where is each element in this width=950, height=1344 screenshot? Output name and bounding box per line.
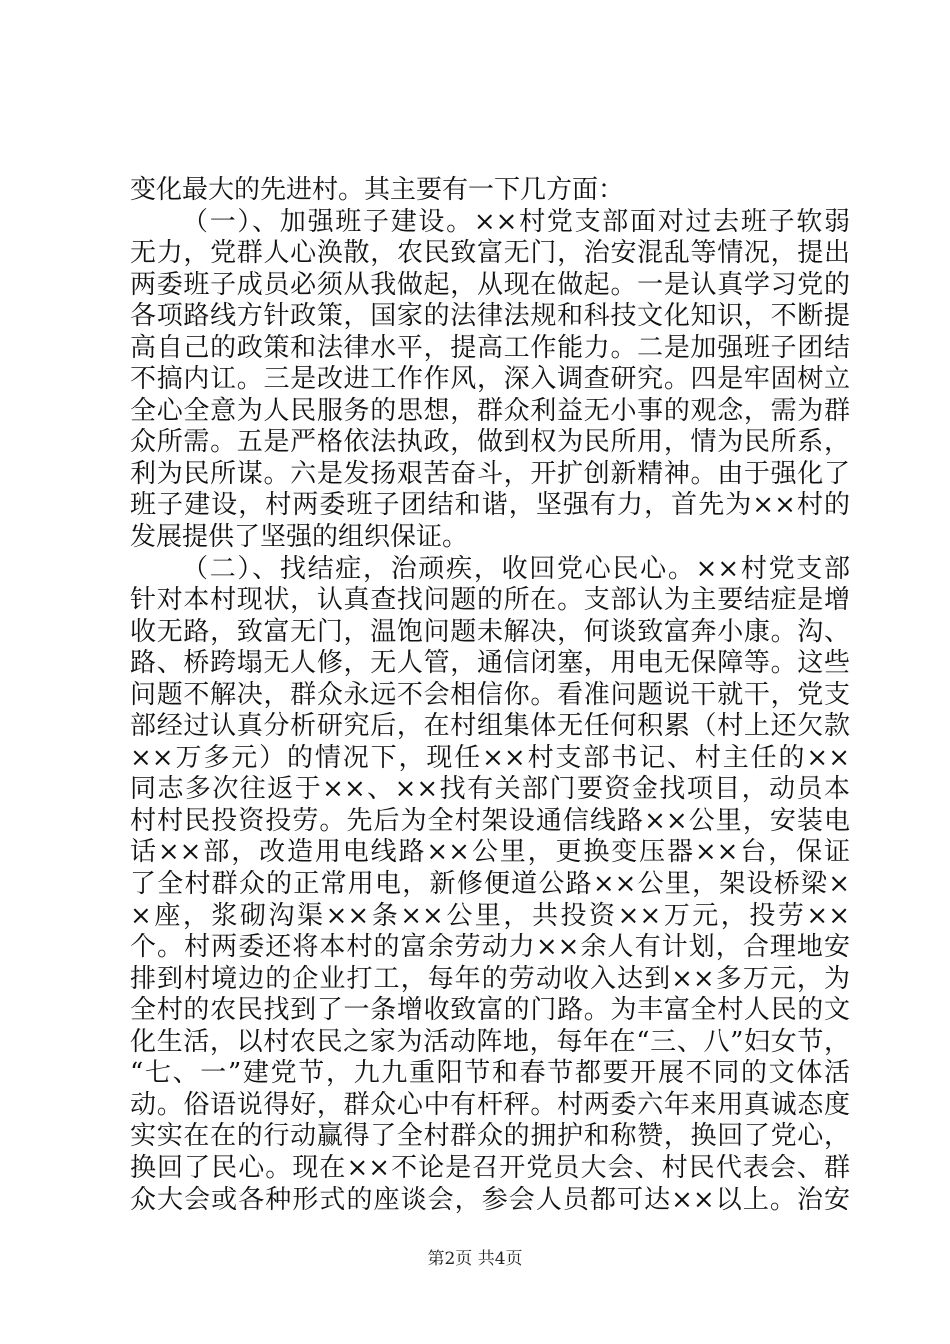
text-line: 不搞内讧。三是改进工作作风，深入调查研究。四是牢固树立 [130, 364, 850, 395]
text-line: 全村的农民找到了一条增收致富的门路。为丰富全村人民的文 [130, 995, 850, 1026]
text-line: 化生活，以村农民之家为活动阵地，每年在“三、八”妇女节， [130, 1026, 850, 1057]
text-line: 排到村境边的企业打工，每年的劳动收入达到××多万元，为 [130, 963, 850, 994]
text-line: 高自己的政策和法律水平，提高工作能力。二是加强班子团结 [130, 332, 850, 363]
text-line: （二）、找结症，治顽疾，收回党心民心。××村党支部 [182, 553, 850, 584]
text-line: 班子建设，村两委班子团结和谐，坚强有力，首先为××村的 [130, 490, 850, 521]
text-line: 收无路，致富无门，温饱问题未解决，何谈致富奔小康。沟、 [130, 616, 850, 647]
text-line: 个。村两委还将本村的富余劳动力××余人有计划，合理地安 [130, 932, 850, 963]
text-line: 两委班子成员必须从我做起，从现在做起。一是认真学习党的 [130, 269, 850, 300]
text-line: 村村民投资投劳。先后为全村架设通信线路××公里，安装电 [130, 805, 850, 836]
text-line: 实实在在的行动赢得了全村群众的拥护和称赞，换回了党心， [130, 1121, 850, 1152]
body-text [130, 175, 850, 1216]
text-line: 众大会或各种形式的座谈会，参会人员都可达××以上。治安 [130, 1184, 850, 1215]
text-line: 无力，党群人心涣散，农民致富无门，治安混乱等情况，提出 [130, 238, 850, 269]
text-line: 同志多次往返于××、××找有关部门要资金找项目，动员本 [130, 774, 850, 805]
text-line: 众所需。五是严格依法执政，做到权为民所用，情为民所系， [130, 427, 850, 458]
text-line: 全心全意为人民服务的思想，群众利益无小事的观念，需为群 [130, 395, 850, 426]
text-line: 利为民所谋。六是发扬艰苦奋斗，开扩创新精神。由于强化了 [130, 458, 850, 489]
text-line: 问题不解决，群众永远不会相信你。看准问题说干就干，党支 [130, 679, 850, 710]
text-line: 了全村群众的正常用电，新修便道公路××公里，架设桥梁× [130, 869, 850, 900]
page-footer: 第2页 共4页 [427, 1249, 523, 1269]
text-line: ××万多元）的情况下，现任××村支部书记、村主任的×× [130, 742, 850, 773]
text-line: 部经过认真分析研究后，在村组集体无任何积累（村上还欠款 [130, 711, 850, 742]
text-line: （一）、加强班子建设。××村党支部面对过去班子软弱 [182, 206, 850, 237]
text-line: 各项路线方针政策，国家的法律法规和科技文化知识，不断提 [130, 301, 850, 332]
text-line: 路、桥跨塌无人修，无人管，通信闭塞，用电无保障等。这些 [130, 648, 850, 679]
text-line: 动。俗语说得好，群众心中有杆秤。村两委六年来用真诚态度 [130, 1089, 850, 1120]
text-line: 变化最大的先进村。其主要有一下几方面： [130, 175, 625, 205]
text-line: 发展提供了坚强的组织保证。 [130, 522, 469, 553]
text-line: “七、一”建党节，九九重阳节和春节都要开展不同的文体活 [130, 1058, 850, 1089]
text-line: 话××部，改造用电线路××公里，更换变压器××台，保证 [130, 837, 850, 868]
text-line: ×座，浆砌沟渠××条××公里，共投资××万元，投劳×× [130, 900, 850, 931]
text-line: 换回了民心。现在××不论是召开党员大会、村民代表会、群 [130, 1152, 850, 1183]
text-line: 针对本村现状，认真查找问题的所在。支部认为主要结症是增 [130, 585, 850, 616]
